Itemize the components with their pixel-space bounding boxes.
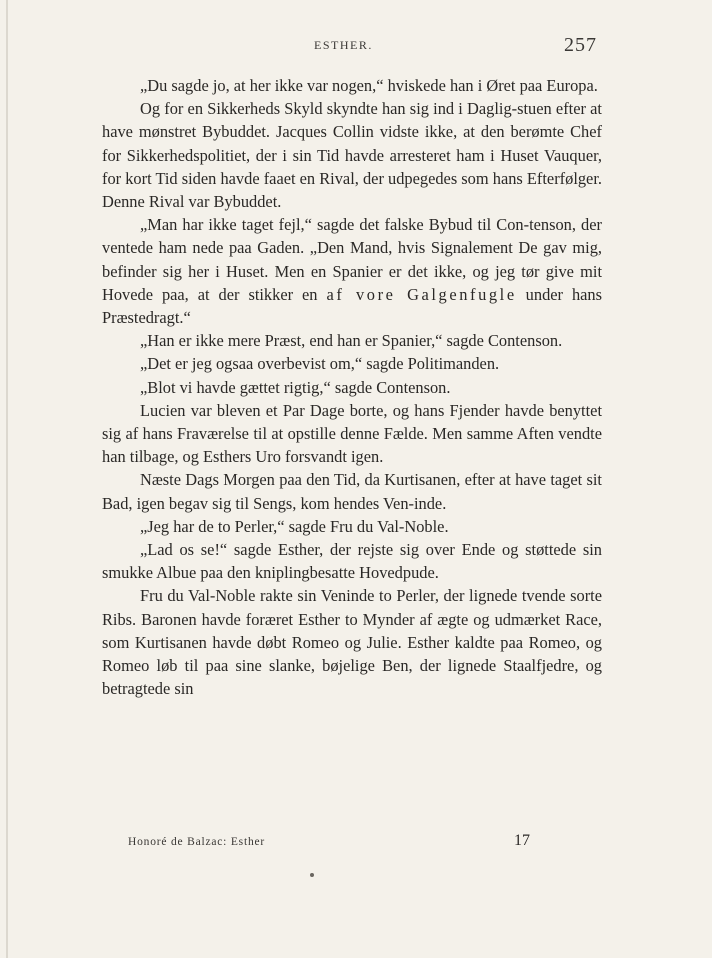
spaced-emphasis: af vore Galgenfugle [326, 284, 517, 304]
paragraph: „Han er ikke mere Præst, end han er Spanier,“ sagde Contenson. [140, 331, 563, 351]
print-dot [310, 873, 314, 877]
footer-credit: Honoré de Balzac: Esther [128, 836, 266, 848]
paragraph: „Lad os se!“ sagde Esther, der rejste sig over Ende og støttede sin smukke Albue paa den kniplingbesatte Hovedpude. [102, 540, 602, 583]
page-number: 257 [564, 34, 597, 56]
paragraph-text: „Man har ikke taget fejl,“ sagde det falske Bybud til Con-tenson, der ventede ham nede paa Gaden. „Den Mand, hvis Signalement De gav mig, befinder sig her i Huset. Men en Spanier er det ikke, og jeg tør give mit Hovede paa, at der stikker en [102, 215, 602, 304]
paragraph-text: under hans Præstedragt.“ [102, 284, 603, 328]
running-head [0, 36, 712, 56]
page-edge [6, 0, 8, 958]
paragraph: Fru du Val-Noble rakte sin Veninde to Perler, der lignede tvende sorte Ribs. Baronen havde foræret Esther to Mynder af ægte og udmærket Race, som Kurtisanen havde døbt Romeo og Julie. Esther kaldte paa Romeo, og Romeo løb til paa sine slanke, bøjelige Ben, der lignede Staalfjedre, og betragtede sin [102, 586, 602, 699]
signature-number: 17 [514, 832, 530, 849]
body-text [102, 74, 602, 700]
paragraph: Lucien var bleven et Par Dage borte, og hans Fjender havde benyttet sig af hans Fraværelse til at opstille denne Fælde. Men samme Aften vendte han tilbage, og Esthers Uro forsvandt igen. [102, 400, 602, 467]
paragraph: Næste Dags Morgen paa den Tid, da Kurtisanen, efter at have taget sit Bad, igen begav sig til Sengs, kom hendes Ven-inde. [102, 470, 602, 513]
paragraph: „Jeg har de to Perler,“ sagde Fru du Val-Noble. [140, 516, 449, 536]
paragraph: Og for en Sikkerheds Skyld skyndte han sig ind i Daglig-stuen efter at have mønstret Bybuddet. Jacques Collin vidste ikke, at den berømte Chef for Sikkerhedspolitiet, der i sin Tid havde arresteret ham i Huset Vauquer, for kort Tid siden havde faaet en Rival, der udpegedes som hans Efterfølger. Denne Rival var Bybuddet. [102, 99, 602, 212]
paragraph: „Blot vi havde gættet rigtig,“ sagde Contenson. [140, 377, 451, 397]
paragraph [102, 213, 602, 329]
paragraph: „Det er jeg ogsaa overbevist om,“ sagde Politimanden. [140, 354, 500, 374]
running-title: ESTHER. [314, 38, 373, 52]
paragraph: „Du sagde jo, at her ikke var nogen,“ hviskede han i Øret paa Europa. [140, 76, 598, 95]
page-footer [0, 832, 712, 856]
